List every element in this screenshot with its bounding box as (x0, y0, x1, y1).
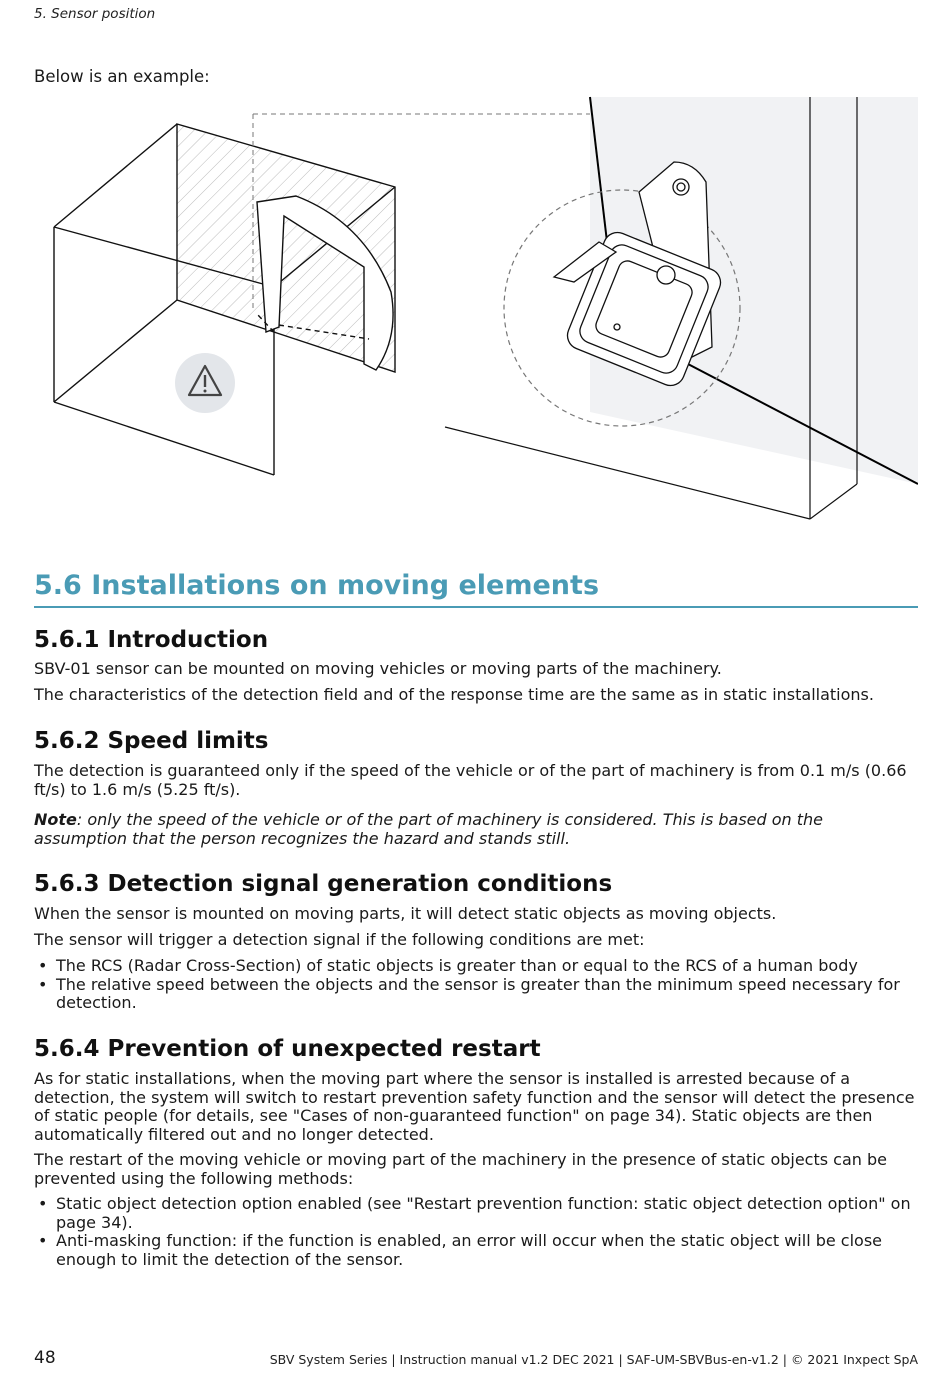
list-item-text: Anti-masking function: if the function is enabled, an error will occur when the static object will be close enough to limit the detection of the sensor. (56, 1231, 883, 1269)
list-item (34, 957, 918, 976)
list-item-text: The relative speed between the objects and the sensor is greater than the minimum speed necessary for detection. (56, 974, 900, 1012)
note-paragraph (34, 811, 918, 848)
footer-text: SBV System Series | Instruction manual v1.2 DEC 2021 | SAF-UM-SBVBus-en-v1.2 | © 2021 Inxpect SpA (269, 1352, 918, 1367)
bullet-list (34, 1195, 918, 1269)
list-item-text: Static object detection option enabled (see "Restart prevention function: static object detection option" on page 34). (56, 1194, 911, 1232)
subsection-title-speed-limits: 5.6.2 Speed limits (34, 728, 269, 754)
paragraph: The sensor will trigger a detection signal if the following conditions are met: (34, 930, 645, 949)
box-diagram (54, 114, 657, 475)
installation-illustration (34, 92, 918, 532)
paragraph: As for static installations, when the moving part where the sensor is installed is arrested because of a detection, the system will switch to restart prevention safety function and the sensor will detect the presence of static people (for details, see "Cases of non-guaranteed function" on page 34). Static objects are then automatically filtered out and no longer detected. (34, 1069, 915, 1144)
note-text: : only the speed of the vehicle or of the part of machinery is considered. This is based on the assumption that the person recognizes the hazard and stands still. (34, 810, 824, 848)
warning-icon (175, 353, 235, 413)
running-header: 5. Sensor position (34, 6, 156, 22)
page-number: 48 (34, 1348, 56, 1368)
note-label: Note (34, 810, 77, 829)
paragraph: The detection is guaranteed only if the speed of the vehicle or of the part of machinery is from 0.1 m/s (0.66 ft/s) to 1.6 m/s (5.25 ft/s). (34, 761, 907, 799)
paragraph: The restart of the moving vehicle or moving part of the machinery in the presence of static objects can be prevented using the following methods: (34, 1150, 887, 1188)
list-item (34, 1195, 918, 1232)
subsection-title-detection-signal: 5.6.3 Detection signal generation conditions (34, 871, 613, 897)
bullet-glyph: • (38, 974, 48, 994)
subsection-title-prevention-restart: 5.6.4 Prevention of unexpected restart (34, 1036, 541, 1062)
list-item-text: The RCS (Radar Cross-Section) of static objects is greater than or equal to the RCS of a human body (56, 956, 858, 975)
section-title: 5.6 Installations on moving elements (34, 570, 918, 608)
list-item (34, 1232, 918, 1269)
list-item (34, 976, 918, 1013)
bullet-glyph: • (38, 1194, 48, 1213)
paragraph: The characteristics of the detection field and of the response time are the same as in static installations. (34, 685, 874, 704)
paragraph: When the sensor is mounted on moving parts, it will detect static objects as moving objects. (34, 904, 777, 923)
sensor-detail (445, 97, 918, 519)
bullet-glyph: • (38, 1231, 48, 1250)
intro-text: Below is an example: (34, 67, 210, 86)
subsection-title-introduction: 5.6.1 Introduction (34, 627, 269, 653)
bullet-glyph: • (38, 956, 48, 975)
paragraph: SBV-01 sensor can be mounted on moving vehicles or moving parts of the machinery. (34, 659, 722, 678)
bullet-list (34, 957, 918, 1013)
